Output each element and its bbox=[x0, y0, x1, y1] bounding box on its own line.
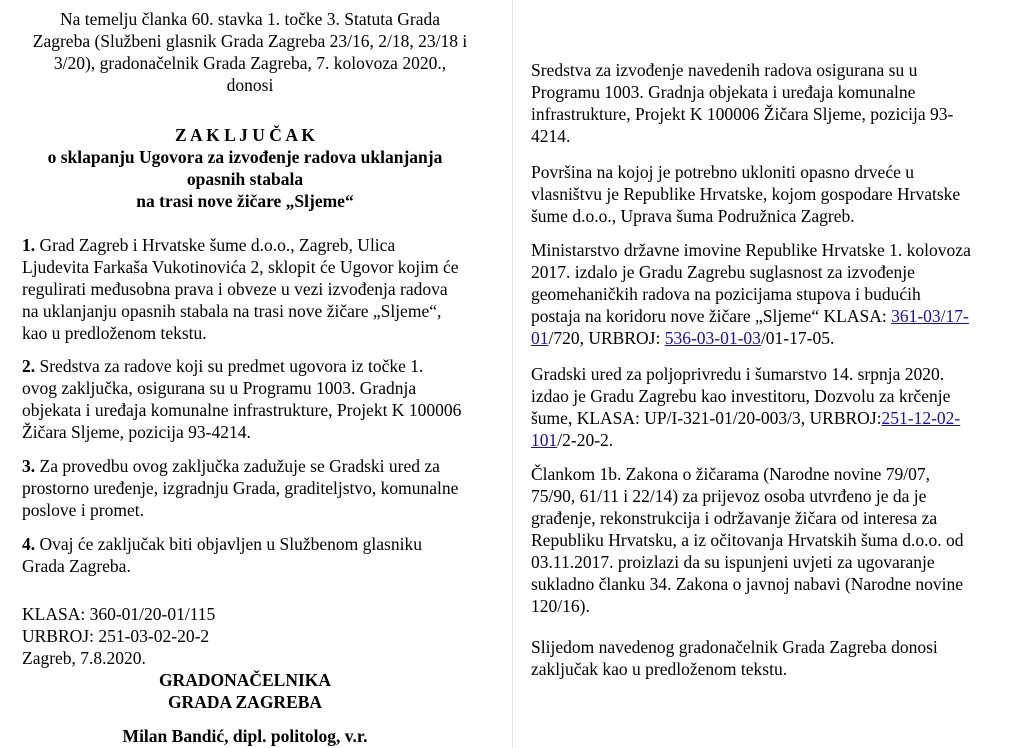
item-text: kao u predloženom tekstu. bbox=[22, 323, 207, 343]
paragraph-area bbox=[531, 161, 960, 227]
place-date: Zagreb, 7.8.2020. bbox=[22, 648, 146, 668]
paragraph-line: infrastrukture, Projekt K 100006 Žičara Sljeme, pozicija 93- bbox=[531, 104, 954, 124]
signature-block bbox=[0, 669, 490, 713]
paragraph-line: Republiku Hrvatsku, a iz očitovanja Hrvatskih šuma d.o.o. od bbox=[531, 530, 964, 550]
item-text: poslove i promet. bbox=[22, 500, 144, 520]
paragraph-text: /720, URBROJ: bbox=[548, 328, 665, 348]
paragraph-line: 120/16). bbox=[531, 596, 590, 616]
urbroj-link-continued[interactable]: 101 bbox=[531, 430, 558, 450]
urbroj: URBROJ: 251-03-02-20-2 bbox=[22, 626, 210, 646]
paragraph-line: geomehaničkih radova na pozicijama stupova i budućih bbox=[531, 284, 921, 304]
paragraph-cableway-law bbox=[531, 463, 964, 617]
item-number: 4. bbox=[22, 534, 36, 554]
paragraph-line: 75/90, 61/11 i 22/14) za prijevoz osoba utvrđeno je da je bbox=[531, 486, 927, 506]
signer-text: Milan Bandić, dipl. politolog, v.r. bbox=[122, 726, 368, 746]
item-text: prostorno uređenje, izgradnju Grada, graditeljstvo, komunalne bbox=[22, 478, 459, 498]
paragraph-conclusion bbox=[531, 636, 938, 680]
preamble-line: donosi bbox=[226, 75, 274, 95]
paragraph-line: zaključak kao u predloženom tekstu. bbox=[531, 659, 788, 679]
item-text: Ljudevita Farkaša Vukotinovića 2, sklopit će Ugovor kojim će bbox=[22, 257, 459, 277]
klasa: KLASA: 360-01/20-01/115 bbox=[22, 604, 216, 624]
paragraph-text: šume, KLASA: UP/I-321-01/20-003/3, URBROJ: bbox=[531, 408, 882, 428]
item-number: 1. bbox=[22, 235, 36, 255]
signature-title: GRADA ZAGREBA bbox=[167, 692, 323, 712]
right-column bbox=[512, 0, 1020, 748]
paragraph-line: Programu 1003. Gradnja objekata i uređaja komunalne bbox=[531, 82, 916, 102]
paragraph-forestry-office bbox=[531, 363, 960, 451]
paragraph-line: vlasništvu je Republike Hrvatske, kojom gospodare Hrvatske bbox=[531, 184, 961, 204]
paragraph-line: Sredstva za izvođenje navedenih radova osigurana su u bbox=[531, 60, 918, 80]
signer-name bbox=[0, 725, 490, 747]
item-text: regulirati međusobna prava i obveze u vezi izvođenja radova bbox=[22, 279, 448, 299]
paragraph-text: /01-17-05. bbox=[760, 328, 835, 348]
item-text: objekata i uređaja komunalne infrastrukture, Projekt K 100006 bbox=[22, 400, 462, 420]
paragraph-line: građenje, rekonstrukcija i održavanje žičara od interesa za bbox=[531, 508, 938, 528]
klasa-link-continued[interactable]: 01 bbox=[531, 328, 549, 348]
item-text: ovog zaključka, osigurana su u Programu 1003. Gradnja bbox=[22, 378, 417, 398]
urbroj-link[interactable]: 251-12-02- bbox=[881, 408, 961, 428]
paragraph-line: Gradski ured za poljoprivredu i šumarstvo 14. srpnja 2020. bbox=[531, 364, 945, 384]
item-number: 2. bbox=[22, 356, 36, 376]
item-text: Grada Zagreba. bbox=[22, 556, 131, 576]
decision-title bbox=[0, 124, 490, 212]
signature-title: GRADONAČELNIKA bbox=[158, 670, 332, 690]
paragraph-line: Slijedom navedenog gradonačelnik Grada Zagreba donosi bbox=[531, 637, 938, 657]
item-number: 3. bbox=[22, 456, 36, 476]
reference-block bbox=[22, 603, 215, 669]
item-text: Grad Zagreb i Hrvatske šume d.o.o., Zagreb, Ulica bbox=[35, 235, 396, 255]
paragraph-line: 2017. izdalo je Gradu Zagrebu suglasnost za izvođenje bbox=[531, 262, 915, 282]
klasa-link[interactable]: 361-03/17- bbox=[891, 306, 969, 326]
item-text: Sredstva za radove koji su predmet ugovora iz točke 1. bbox=[35, 356, 424, 376]
paragraph-ministry bbox=[531, 239, 971, 349]
paragraph-line: Površina na kojoj je potrebno ukloniti opasno drveće u bbox=[531, 162, 914, 182]
preamble-line: 3/20), gradonačelnik Grada Zagreba, 7. kolovoza 2020., bbox=[53, 53, 447, 73]
item-text: Za provedbu ovog zaključka zadužuje se Gradski ured za bbox=[35, 456, 440, 476]
title-text: Z A K L J U Č A K bbox=[174, 125, 316, 145]
item-2 bbox=[22, 355, 461, 443]
item-text: Ovaj će zaključak biti objavljen u Službenom glasniku bbox=[35, 534, 422, 554]
paragraph-funding bbox=[531, 59, 953, 147]
item-text: na uklanjanju opasnih stabala na trasi nove žičare „Sljeme“, bbox=[22, 301, 442, 321]
paragraph-line: izdao je Gradu Zagrebu kao investitoru, Dozvolu za krčenje bbox=[531, 386, 951, 406]
paragraph-text: postaja na koridoru nove žičare „Sljeme“ KLASA: bbox=[531, 306, 892, 326]
paragraph-line: 4214. bbox=[531, 126, 571, 146]
item-3 bbox=[22, 455, 458, 521]
preamble-line: Na temelju članka 60. stavka 1. točke 3. Statuta Grada bbox=[59, 9, 440, 29]
item-4 bbox=[22, 533, 422, 577]
paragraph-line: šume d.o.o., Uprava šuma Podružnica Zagreb. bbox=[531, 206, 855, 226]
subtitle-line: opasnih stabala bbox=[186, 169, 304, 189]
paragraph-line: sukladno članku 34. Zakona o javnoj nabavi (Narodne novine bbox=[531, 574, 964, 594]
paragraph-line: Člankom 1b. Zakona o žičarama (Narodne novine 79/07, bbox=[531, 464, 930, 484]
paragraph-line: 03.11.2017. proizlazi da su ispunjeni uvjeti za ugovaranje bbox=[531, 552, 935, 572]
item-text: Žičara Sljeme, pozicija 93-4214. bbox=[22, 422, 251, 442]
preamble-line: Zagreba (Službeni glasnik Grada Zagreba 23/16, 2/18, 23/18 i bbox=[32, 31, 468, 51]
urbroj-link[interactable]: 536-03-01-03 bbox=[664, 328, 761, 348]
item-1 bbox=[22, 234, 459, 344]
subtitle-line: o sklapanju Ugovora za izvođenje radova uklanjanja bbox=[47, 147, 443, 167]
subtitle-line: na trasi nove žičare „Sljeme“ bbox=[136, 191, 354, 211]
paragraph-text: /2-20-2. bbox=[557, 430, 614, 450]
paragraph-line: Ministarstvo državne imovine Republike Hrvatske 1. kolovoza bbox=[531, 240, 971, 260]
preamble bbox=[0, 8, 500, 96]
